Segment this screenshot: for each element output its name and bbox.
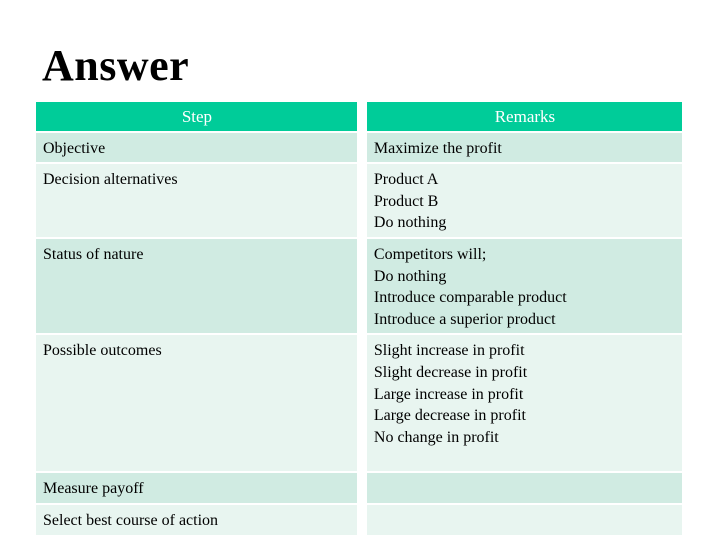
remarks-cell bbox=[367, 239, 682, 335]
table-row bbox=[36, 505, 682, 537]
table-row bbox=[36, 335, 682, 473]
step-cell: Status of nature bbox=[36, 239, 367, 335]
remark-line: Competitors will; bbox=[373, 245, 487, 263]
remark-line: Do nothing bbox=[373, 267, 447, 285]
page-title: Answer bbox=[42, 41, 190, 90]
remark-line: Slight increase in profit bbox=[373, 342, 525, 360]
remark-line: Maximize the profit bbox=[373, 139, 502, 157]
table-row bbox=[36, 133, 682, 165]
remark-line: Do nothing bbox=[373, 214, 447, 232]
step-cell: Measure payoff bbox=[36, 473, 367, 505]
remark-line: Product B bbox=[373, 192, 439, 210]
remark-line: Slight decrease in profit bbox=[373, 363, 528, 381]
column-header-step: Step bbox=[36, 102, 367, 133]
remarks-cell bbox=[367, 164, 682, 239]
remarks-cell bbox=[367, 133, 682, 165]
step-cell: Select best course of action bbox=[36, 505, 367, 537]
step-cell: Decision alternatives bbox=[36, 164, 367, 239]
column-header-remarks: Remarks bbox=[367, 102, 682, 133]
table-row bbox=[36, 164, 682, 239]
remark-line: Introduce a superior product bbox=[373, 310, 556, 328]
remark-line: Large increase in profit bbox=[373, 385, 524, 403]
remark-line: Product A bbox=[373, 171, 439, 189]
remark-line: No change in profit bbox=[373, 428, 499, 446]
remark-line: Introduce comparable product bbox=[373, 289, 567, 307]
remarks-cell bbox=[367, 335, 682, 473]
remarks-cell bbox=[367, 505, 682, 537]
step-cell: Possible outcomes bbox=[36, 335, 367, 473]
answer-table bbox=[36, 102, 682, 537]
table-header-row bbox=[36, 102, 682, 133]
table-row bbox=[36, 239, 682, 335]
table-row bbox=[36, 473, 682, 505]
remarks-cell bbox=[367, 473, 682, 505]
remark-line: Large decrease in profit bbox=[373, 407, 526, 425]
step-cell: Objective bbox=[36, 133, 367, 165]
